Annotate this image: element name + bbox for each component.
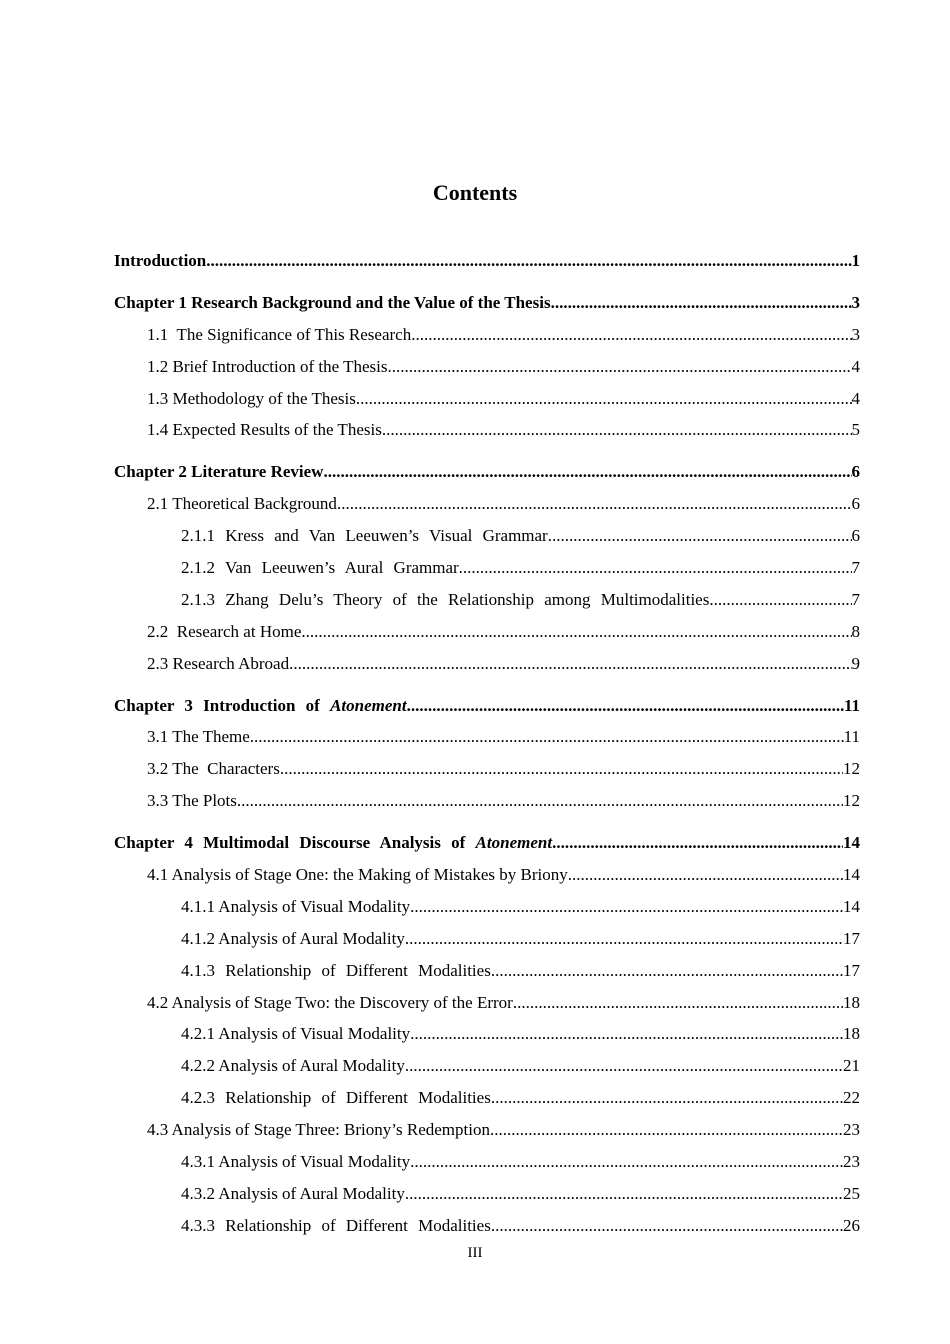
- toc-entry-title: [181, 1082, 491, 1114]
- toc-page-number: 23: [843, 1120, 860, 1140]
- dot-leader: [405, 1050, 843, 1082]
- dot-leader: [337, 488, 852, 520]
- dot-leader: [289, 648, 851, 680]
- toc-entry-text: 2.1.3 Zhang Delu’s Theory of the Relationship among Multimodalities: [181, 589, 710, 609]
- toc-page-number: 1: [851, 251, 860, 270]
- toc-section-entry[interactable]: [114, 616, 860, 648]
- toc-entry-text: 4.2 Analysis of Stage Two: the Discovery of the Error: [147, 992, 513, 1012]
- dot-leader: [551, 287, 852, 319]
- dot-leader: [301, 616, 851, 648]
- toc-entry-text: 3.2 The Characters: [147, 759, 280, 779]
- toc-entry-text: 4.2.2 Analysis of Aural Modality: [181, 1056, 405, 1076]
- toc-subsection-entry[interactable]: [114, 923, 860, 955]
- toc-entry-title: [181, 520, 548, 552]
- dot-leader: [323, 456, 851, 488]
- toc-entry-text: 4.1.3 Relationship of Different Modalities: [181, 960, 491, 980]
- toc-entry-text: 1.4 Expected Results of the Thesis: [147, 420, 382, 440]
- toc-entry-text: 2.1 Theoretical Background: [147, 494, 337, 514]
- toc-page-number: 11: [843, 727, 860, 747]
- toc-entry-title: [114, 287, 551, 319]
- toc-page-number: 18: [843, 1024, 860, 1044]
- toc-entry-italic-title: Atonement: [475, 833, 553, 853]
- toc-entry-title: [181, 1210, 491, 1242]
- dot-leader: [410, 891, 843, 923]
- toc-subsection-entry[interactable]: [114, 552, 860, 584]
- toc-entry-text: Chapter 3 Introduction of: [114, 695, 331, 715]
- toc-section-entry[interactable]: [114, 859, 860, 891]
- toc-page-number: 11: [843, 695, 860, 715]
- toc-page-number: 17: [843, 960, 860, 980]
- toc-entry-title: [181, 1018, 410, 1050]
- toc-entry-title: [114, 690, 407, 722]
- toc-page-number: 18: [843, 992, 860, 1012]
- dot-leader: [513, 987, 843, 1019]
- toc-entry-title: [114, 456, 323, 488]
- toc-section-entry[interactable]: [114, 648, 860, 680]
- toc-entry-text: 4.3.1 Analysis of Visual Modality: [181, 1152, 411, 1172]
- toc-section-entry[interactable]: [114, 319, 860, 351]
- toc-subsection-entry[interactable]: [114, 891, 860, 923]
- toc-entry-title: [147, 721, 250, 753]
- toc-page-number: 7: [851, 558, 860, 578]
- toc-subsection-entry[interactable]: [114, 520, 860, 552]
- toc-page-number: 3: [851, 292, 860, 312]
- table-of-contents: [114, 245, 860, 1242]
- toc-page-number: 17: [843, 928, 860, 948]
- toc-entry-title: [181, 923, 405, 955]
- toc-page-number: 6: [851, 526, 860, 546]
- toc-section-entry[interactable]: [114, 488, 860, 520]
- toc-entry-title: [114, 827, 552, 859]
- toc-entry-title: [147, 859, 568, 891]
- page-number-footer: III: [467, 1245, 483, 1261]
- toc-section-entry[interactable]: [114, 785, 860, 817]
- dot-leader: [552, 827, 843, 859]
- toc-entry-text: 4.3 Analysis of Stage Three: Briony’s Redemption: [147, 1120, 490, 1140]
- toc-subsection-entry[interactable]: [114, 1082, 860, 1114]
- toc-section-entry[interactable]: [114, 753, 860, 785]
- toc-entry-title: [181, 891, 410, 923]
- toc-subsection-entry[interactable]: [114, 1050, 860, 1082]
- toc-entry-title: [147, 987, 513, 1019]
- dot-leader: [250, 721, 844, 753]
- toc-entry-title: [147, 785, 237, 817]
- toc-page-number: 26: [843, 1215, 860, 1235]
- dot-leader: [490, 1114, 843, 1146]
- toc-entry-text: 4.3.2 Analysis of Aural Modality: [181, 1183, 405, 1203]
- toc-entry-title: [147, 616, 301, 648]
- toc-page-number: 7: [851, 589, 860, 609]
- toc-chapter-entry[interactable]: [114, 690, 860, 722]
- toc-page-number: 5: [851, 420, 860, 440]
- toc-subsection-entry[interactable]: [114, 584, 860, 616]
- toc-page-number: 3: [851, 324, 860, 344]
- dot-leader: [491, 955, 843, 987]
- toc-entry-text: 1.1 The Significance of This Research: [147, 324, 412, 344]
- toc-subsection-entry[interactable]: [114, 1018, 860, 1050]
- dot-leader: [548, 520, 852, 552]
- toc-entry-text: 2.1.1 Kress and Van Leeuwen’s Visual Grammar: [181, 526, 548, 546]
- toc-entry-title: [181, 584, 709, 616]
- toc-page-number: 9: [851, 653, 860, 673]
- toc-page-number: 12: [843, 759, 860, 779]
- toc-page-number: 22: [843, 1088, 860, 1108]
- toc-entry-title: [181, 552, 459, 584]
- toc-section-entry[interactable]: [114, 383, 860, 415]
- dot-leader: [410, 1018, 843, 1050]
- toc-chapter-entry[interactable]: [114, 456, 860, 488]
- toc-entry-text: Chapter 1 Research Background and the Value of the Thesis: [114, 292, 551, 312]
- toc-subsection-entry[interactable]: [114, 1178, 860, 1210]
- toc-entry-title: [147, 488, 337, 520]
- toc-page-number: 25: [843, 1183, 860, 1203]
- toc-page-number: 21: [843, 1056, 860, 1076]
- toc-entry-title: [147, 648, 289, 680]
- toc-subsection-entry[interactable]: [114, 1210, 860, 1242]
- dot-leader: [411, 319, 851, 351]
- toc-page-number: 23: [843, 1152, 860, 1172]
- toc-entry-title: [147, 414, 382, 446]
- toc-entry-title: [181, 1050, 405, 1082]
- toc-entry-title: [114, 245, 206, 277]
- toc-chapter-entry[interactable]: [114, 245, 860, 277]
- dot-leader: [709, 584, 851, 616]
- toc-page-number: 8: [851, 621, 860, 641]
- toc-subsection-entry[interactable]: [114, 955, 860, 987]
- toc-entry-text: 1.2 Brief Introduction of the Thesis: [147, 356, 388, 376]
- dot-leader: [568, 859, 843, 891]
- toc-entry-title: [147, 351, 387, 383]
- dot-leader: [405, 923, 843, 955]
- toc-section-entry[interactable]: [114, 721, 860, 753]
- toc-entry-title: [147, 1114, 490, 1146]
- toc-section-entry[interactable]: [114, 1114, 860, 1146]
- dot-leader: [405, 1178, 843, 1210]
- dot-leader: [206, 245, 851, 277]
- toc-entry-text: 3.3 The Plots: [147, 791, 237, 811]
- toc-entry-italic-title: Atonement: [330, 695, 407, 715]
- toc-entry-text: Chapter 2 Literature Review: [114, 462, 324, 482]
- dot-leader: [280, 753, 843, 785]
- dot-leader: [387, 351, 851, 383]
- toc-page-number: 6: [851, 462, 860, 482]
- toc-entry-text: 4.2.3 Relationship of Different Modalities: [181, 1088, 491, 1108]
- toc-entry-text: 2.1.2 Van Leeuwen’s Aural Grammar: [181, 558, 459, 578]
- dot-leader: [237, 785, 843, 817]
- dot-leader: [356, 383, 852, 415]
- toc-page-number: 4: [851, 388, 860, 408]
- toc-entry-title: [181, 1178, 405, 1210]
- toc-page-number: 14: [843, 896, 860, 916]
- toc-entry-text: Chapter 4 Multimodal Discourse Analysis of: [114, 833, 476, 853]
- toc-chapter-entry[interactable]: [114, 287, 860, 319]
- toc-entry-title: [181, 955, 491, 987]
- toc-entry-text: 2.2 Research at Home: [147, 621, 302, 641]
- toc-page-number: 14: [843, 833, 860, 853]
- toc-entry-text: 4.1.2 Analysis of Aural Modality: [181, 928, 405, 948]
- toc-entry-title: [147, 383, 356, 415]
- toc-entry-text: 4.3.3 Relationship of Different Modalities: [181, 1215, 491, 1235]
- toc-subsection-entry[interactable]: [114, 1146, 860, 1178]
- toc-entry-text: 1.3 Methodology of the Thesis: [147, 388, 356, 408]
- toc-page-number: 14: [843, 865, 860, 885]
- toc-entry-title: [147, 753, 280, 785]
- toc-section-entry[interactable]: [114, 351, 860, 383]
- toc-entry-text: 4.1 Analysis of Stage One: the Making of Mistakes by Briony: [147, 865, 568, 885]
- toc-page-number: 4: [851, 356, 860, 376]
- toc-page-number: 12: [843, 791, 860, 811]
- toc-chapter-entry[interactable]: [114, 827, 860, 859]
- toc-entry-text: 4.1.1 Analysis of Visual Modality: [181, 896, 411, 916]
- toc-section-entry[interactable]: [114, 987, 860, 1019]
- toc-entry-text: 3.1 The Theme: [147, 727, 250, 747]
- toc-entry-text: 4.2.1 Analysis of Visual Modality: [181, 1024, 411, 1044]
- dot-leader: [459, 552, 852, 584]
- toc-entry-text: 2.3 Research Abroad: [147, 653, 290, 673]
- dot-leader: [491, 1210, 843, 1242]
- dot-leader: [382, 414, 852, 446]
- toc-section-entry[interactable]: [114, 414, 860, 446]
- toc-page-number: 6: [851, 494, 860, 514]
- toc-entry-title: [147, 319, 411, 351]
- dot-leader: [491, 1082, 843, 1114]
- page-title: Contents: [432, 180, 518, 205]
- dot-leader: [410, 1146, 843, 1178]
- dot-leader: [407, 690, 844, 722]
- toc-entry-text: Introduction: [114, 251, 207, 270]
- toc-entry-title: [181, 1146, 410, 1178]
